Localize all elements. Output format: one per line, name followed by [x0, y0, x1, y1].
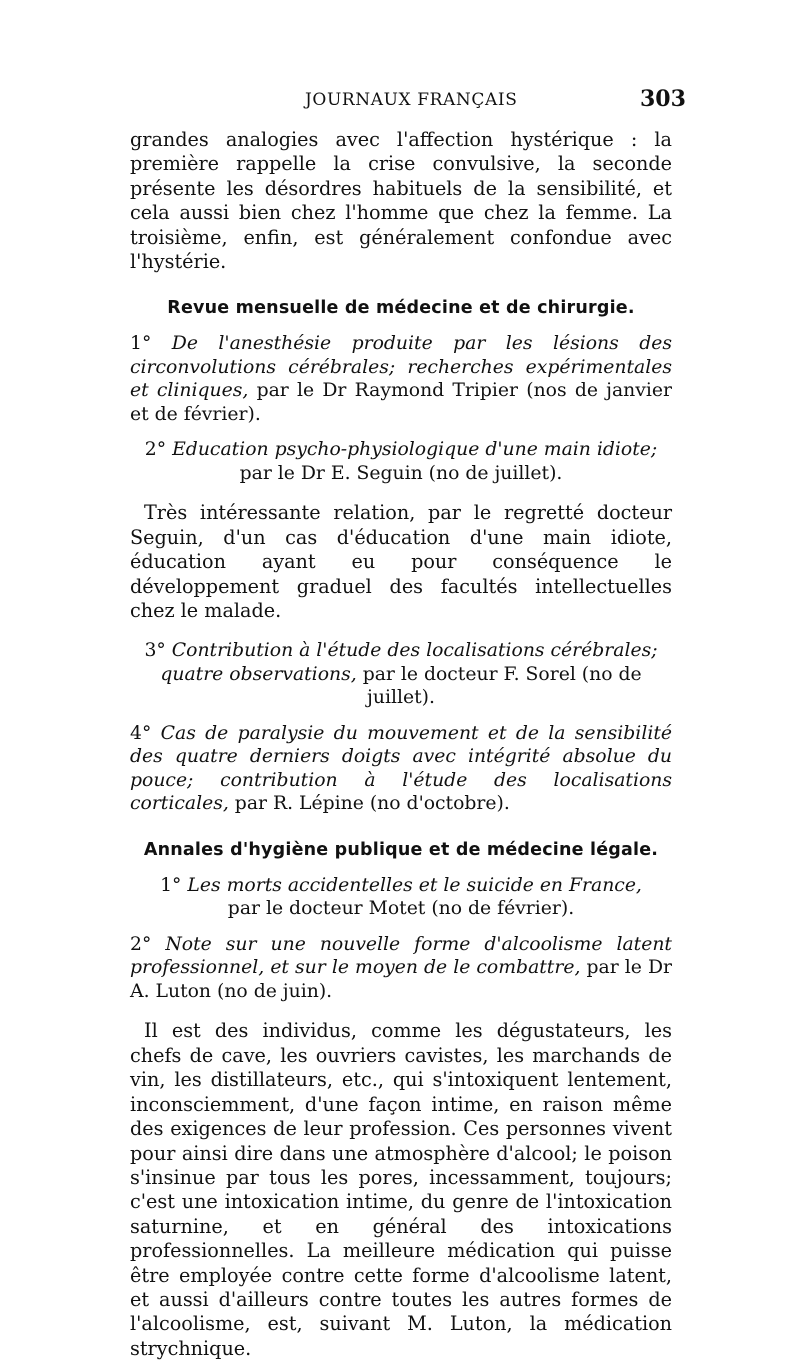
section-heading-annales-hygiene: Annales d'hygiène publique et de médecine légale.	[143, 839, 659, 860]
entry-number: 4°	[130, 722, 152, 744]
entry-title: Note sur une nouvelle forme d'alcoolisme latent professionnel, et sur le moyen de le combattre,	[130, 933, 672, 979]
text-column	[130, 128, 672, 1361]
entry-author: par le Dr A. Luton (no de juin).	[130, 957, 672, 1002]
bibliography-entry	[130, 933, 672, 1004]
entry-author: par le Dr Raymond Tripier (nos de janvier et de février).	[130, 380, 672, 425]
entry-number: 1°	[160, 874, 182, 896]
page-number: 303	[640, 86, 686, 112]
entry-title: Education psycho-physiologique d'une main idiote;	[172, 439, 658, 461]
bibliography-entry	[130, 332, 672, 426]
intro-paragraph: grandes analogies avec l'affection hystérique : la première rappelle la crise convulsive, la seconde présente les désordres habituels de la sensibilité, et cela aussi bien chez l'homme que chez la femme. La troisième, enfin, est généralement confondue avec l'hystérie.	[130, 128, 672, 274]
entry-title: De l'anesthésie produite par les lésions des circonvolutions cérébrales; recherches expérimentales et cliniques,	[130, 333, 672, 402]
commentary-paragraph: Très intéressante relation, par le regretté docteur Seguin, d'un cas d'éducation d'une main idiote, éducation ayant eu pour conséquence le développement graduel des facultés intellectuelles chez le malade.	[130, 501, 672, 623]
commentary-paragraph: Il est des individus, comme les dégustateurs, les chefs de cave, les ouvriers cavistes, les marchands de vin, les distillateurs, etc., qui s'intoxiquent lentement, inconsciemment, d'une façon intime, en raison même des exigences de leur profession. Ces personnes vivent pour ainsi dire dans une atmosphère d'alcool; le poison s'insinue par tous les pores, incessamment, toujours; c'est une intoxication intime, du genre de l'intoxication saturnine, et en général des intoxications professionnelles. La meilleure médication qui puisse être employée contre cette forme d'alcoolisme latent, et aussi d'ailleurs contre toutes les autres formes de l'alcoolisme, est, suivant M. Luton, la médication strychnique.	[130, 1019, 672, 1360]
entry-author: par le Dr E. Seguin (no de juillet).	[239, 462, 563, 484]
entry-title: Contribution à l'étude des localisations cérébrales; quatre observations,	[160, 640, 658, 685]
bibliography-entry	[130, 438, 672, 485]
entry-author: par le docteur Motet (no de février).	[227, 898, 575, 920]
entry-number: 3°	[144, 640, 166, 662]
bibliography-entry	[130, 722, 672, 816]
bibliography-entry	[130, 639, 672, 710]
entry-author: par R. Lépine (no d'octobre).	[234, 793, 510, 815]
entry-number: 1°	[130, 333, 152, 355]
entry-author: par le docteur F. Sorel (no de juillet).	[362, 663, 642, 709]
entry-title: Les morts accidentelles et le suicide en France,	[187, 874, 642, 896]
entry-number: 2°	[130, 933, 152, 955]
running-title: JOURNAUX FRANÇAIS	[305, 90, 518, 110]
bibliography-entry	[130, 874, 672, 921]
entry-title: Cas de paralysie du mouvement et de la sensibilité des quatre derniers doigts avec intégrité absolue du pouce; contribution à l'étude des localisations corticales,	[130, 722, 672, 815]
entry-number: 2°	[144, 439, 167, 461]
section-heading-revue-mensuelle: Revue mensuelle de médecine et de chirurgie.	[167, 298, 635, 319]
